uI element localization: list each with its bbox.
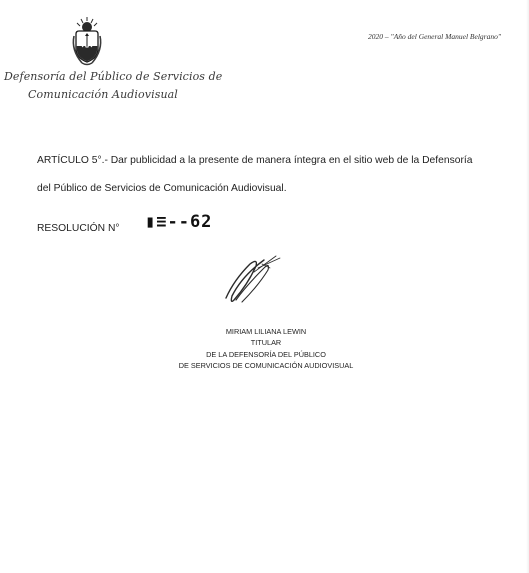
signatory-org-line2: DE SERVICIOS DE COMUNICACIÓN AUDIOVISUAL	[178, 360, 354, 370]
signatory-name: MIRIAM LILIANA LEWIN	[225, 327, 307, 336]
institution-name-line1: Defensoría del Público de Servicios de	[4, 70, 223, 83]
resolution-number-stamp: ▮≡--62	[145, 212, 213, 232]
handwritten-signature-icon	[212, 250, 292, 310]
year-motto: 2020 – "Año del General Manuel Belgrano"	[368, 32, 501, 41]
article-5-text	[37, 147, 507, 203]
resolution-label: RESOLUCIÓN N°	[37, 223, 120, 234]
article-line-1: ARTÍCULO 5°.- Dar publicidad a la presente de manera íntegra en el sitio web de la Defensoría	[37, 155, 473, 166]
signatory-org-line1: DE LA DEFENSORÍA DEL PÚBLICO	[206, 349, 326, 359]
signatory-role: TITULAR	[250, 338, 282, 348]
institution-name-line2: Comunicación Audiovisual	[28, 88, 178, 101]
article-line-2: del Público de Servicios de Comunicación Audiovisual.	[37, 183, 287, 194]
argentina-coat-of-arms-icon	[70, 16, 104, 68]
signatory-block	[130, 326, 402, 371]
